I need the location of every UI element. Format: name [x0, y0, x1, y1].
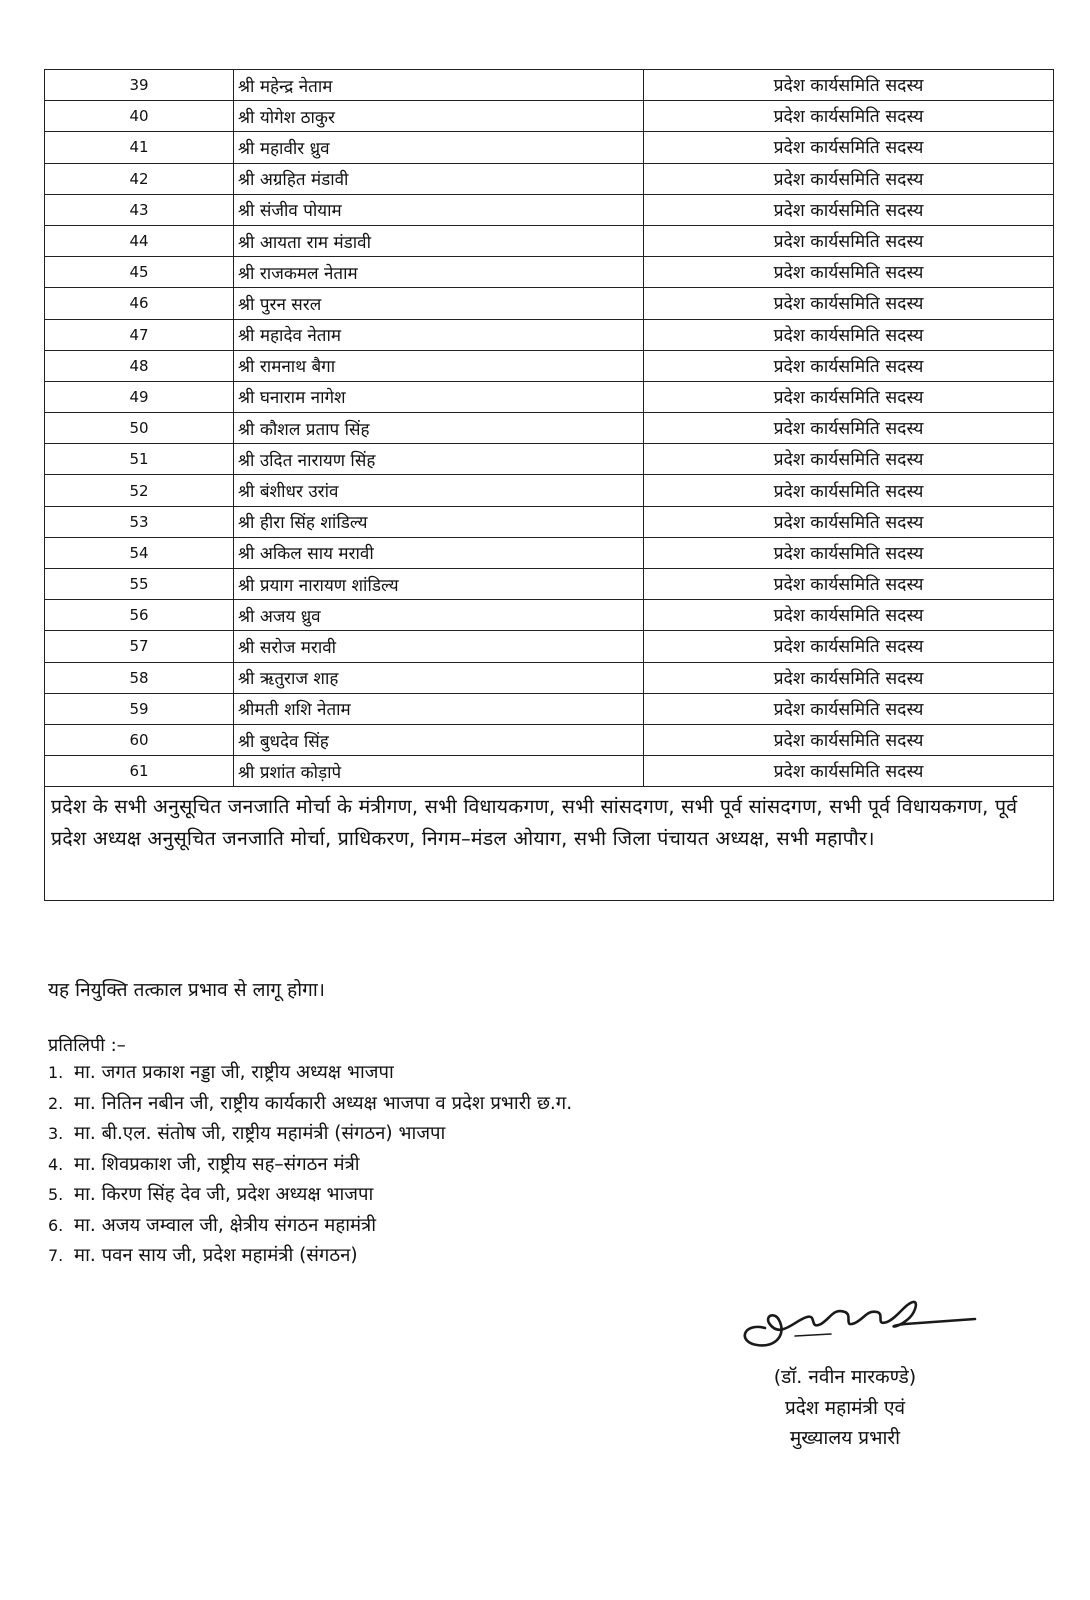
- member-name-cell: श्री हीरा सिंह शांडिल्य: [234, 506, 644, 537]
- member-name-cell: श्री संजीव पोयाम: [234, 194, 644, 225]
- list-item: [48, 1180, 572, 1211]
- member-name-cell: श्री घनाराम नागेश: [234, 381, 644, 412]
- table-row: [45, 350, 1054, 381]
- member-name-cell: श्री पुरन सरल: [234, 288, 644, 319]
- serial-number-cell: 51: [45, 444, 234, 475]
- table-row: [45, 756, 1054, 787]
- order-text: यह नियुक्ति तत्काल प्रभाव से लागू होगा।: [48, 979, 325, 1001]
- table-row: [45, 288, 1054, 319]
- list-item-text: मा. अजय जम्वाल जी, क्षेत्रीय संगठन महामंत्री: [74, 1214, 377, 1236]
- table-row: [45, 257, 1054, 288]
- list-item-number: 6.: [48, 1215, 64, 1235]
- list-item-text: मा. किरण सिंह देव जी, प्रदेश अध्यक्ष भाजपा: [74, 1184, 374, 1205]
- list-item: [48, 1089, 572, 1120]
- table-row: [45, 444, 1054, 475]
- member-name-cell: श्री रामनाथ बैगा: [234, 350, 644, 381]
- serial-number-cell: 57: [45, 631, 234, 662]
- serial-number-cell: 49: [45, 381, 234, 412]
- serial-number-cell: 55: [45, 569, 234, 600]
- signatory-title: प्रदेश महामंत्री एवं: [784, 1396, 906, 1419]
- member-role-cell: प्रदेश कार्यसमिति सदस्य: [644, 163, 1054, 194]
- list-item-text: मा. नितिन नबीन जी, राष्ट्रीय कार्यकारी अध्यक्ष भाजपा व प्रदेश प्रभारी छ.ग.: [74, 1092, 573, 1114]
- member-role-cell: प्रदेश कार्यसमिति सदस्य: [644, 537, 1054, 568]
- table-row: [45, 101, 1054, 132]
- member-role-cell: प्रदेश कार्यसमिति सदस्य: [644, 288, 1054, 319]
- serial-number-cell: 61: [45, 756, 234, 787]
- list-item-text: मा. बी.एल. संतोष जी, राष्ट्रीय महामंत्री (संगठन) भाजपा: [74, 1123, 446, 1144]
- serial-number-cell: 45: [45, 257, 234, 288]
- serial-number-cell: 41: [45, 132, 234, 163]
- members-table: [44, 69, 1054, 901]
- member-role-cell: प्रदेश कार्यसमिति सदस्य: [644, 381, 1054, 412]
- table-row: [45, 475, 1054, 506]
- list-item-number: 7.: [48, 1246, 64, 1265]
- list-item-number: 1.: [48, 1063, 64, 1082]
- list-item: [48, 1211, 572, 1242]
- table-row: [45, 132, 1054, 163]
- member-name-cell: श्री योगेश ठाकुर: [234, 101, 644, 132]
- table-row: [45, 413, 1054, 444]
- member-name-cell: श्री उदित नारायण सिंह: [234, 444, 644, 475]
- member-name-cell: श्री अग्रहित मंडावी: [234, 163, 644, 194]
- table-row: [45, 70, 1054, 101]
- list-item-text: मा. शिवप्रकाश जी, राष्ट्रीय सह–संगठन मंत्री: [74, 1153, 360, 1175]
- member-name-cell: श्री अकिल साय मरावी: [234, 537, 644, 568]
- member-name-cell: श्री आयता राम मंडावी: [234, 225, 644, 256]
- serial-number-cell: 53: [45, 506, 234, 537]
- member-name-cell: श्री महेन्द्र नेताम: [234, 70, 644, 101]
- member-role-cell: प्रदेश कार्यसमिति सदस्य: [644, 194, 1054, 225]
- member-role-cell: प्रदेश कार्यसमिति सदस्य: [644, 693, 1054, 724]
- member-role-cell: प्रदेश कार्यसमिति सदस्य: [644, 225, 1054, 256]
- serial-number-cell: 40: [45, 101, 234, 132]
- serial-number-cell: 54: [45, 537, 234, 568]
- serial-number-cell: 43: [45, 194, 234, 225]
- list-item: [48, 1241, 572, 1272]
- member-role-cell: प्रदेश कार्यसमिति सदस्य: [644, 569, 1054, 600]
- table-row: [45, 194, 1054, 225]
- list-item-number: 3.: [48, 1124, 64, 1143]
- serial-number-cell: 48: [45, 350, 234, 381]
- list-item: [48, 1150, 572, 1181]
- member-role-cell: प्रदेश कार्यसमिति सदस्य: [644, 350, 1054, 381]
- signature: [735, 1290, 985, 1360]
- member-role-cell: प्रदेश कार्यसमिति सदस्य: [644, 724, 1054, 755]
- serial-number-cell: 44: [45, 225, 234, 256]
- serial-number-cell: 46: [45, 288, 234, 319]
- member-name-cell: श्री अजय ध्रुव: [234, 600, 644, 631]
- member-role-cell: प्रदेश कार्यसमिति सदस्य: [644, 319, 1054, 350]
- member-name-cell: श्री राजकमल नेताम: [234, 257, 644, 288]
- member-role-cell: प्रदेश कार्यसमिति सदस्य: [644, 257, 1054, 288]
- member-name-cell: श्री प्रयाग नारायण शांडिल्य: [234, 569, 644, 600]
- serial-number-cell: 47: [45, 319, 234, 350]
- table-row: [45, 319, 1054, 350]
- serial-number-cell: 50: [45, 413, 234, 444]
- table-row: [45, 662, 1054, 693]
- member-name-cell: श्री बुधदेव सिंह: [234, 724, 644, 755]
- member-role-cell: प्रदेश कार्यसमिति सदस्य: [644, 475, 1054, 506]
- member-name-cell: श्री सरोज मरावी: [234, 631, 644, 662]
- table-row: [45, 600, 1054, 631]
- list-item-text: मा. जगत प्रकाश नड्डा जी, राष्ट्रीय अध्यक्ष भाजपा: [74, 1062, 394, 1083]
- table-row: [45, 569, 1054, 600]
- member-name-cell: श्री महावीर ध्रुव: [234, 132, 644, 163]
- table-row: [45, 225, 1054, 256]
- table-row: [45, 724, 1054, 755]
- note-cell: प्रदेश के सभी अनुसूचित जनजाति मोर्चा के मंत्रीगण, सभी विधायकगण, सभी सांसदगण, सभी पूर्व सांसदगण, सभी पूर्व विधायकगण, पूर्व प्रदेश अध्यक्ष अनुसूचित जनजाति मोर्चा, प्राधिकरण, निगम–मंडल ओयाग, सभी जिला पंचायत अध्यक्ष, सभी महापौर।: [45, 787, 1054, 901]
- table-row: [45, 381, 1054, 412]
- member-role-cell: प्रदेश कार्यसमिति सदस्य: [644, 506, 1054, 537]
- member-role-cell: प्रदेश कार्यसमिति सदस्य: [644, 70, 1054, 101]
- signatory-name: (डॉ. नवीन मारकण्डे): [773, 1366, 917, 1388]
- member-role-cell: प्रदेश कार्यसमिति सदस्य: [644, 413, 1054, 444]
- list-item-number: 2.: [48, 1093, 64, 1113]
- member-role-cell: प्रदेश कार्यसमिति सदस्य: [644, 600, 1054, 631]
- copy-to-list: [48, 1058, 572, 1272]
- member-name-cell: श्री बंशीधर उरांव: [234, 475, 644, 506]
- serial-number-cell: 52: [45, 475, 234, 506]
- list-item: [48, 1058, 572, 1089]
- list-item-text: मा. पवन साय जी, प्रदेश महामंत्री (संगठन): [74, 1245, 358, 1266]
- note-row: [45, 787, 1054, 901]
- member-role-cell: प्रदेश कार्यसमिति सदस्य: [644, 132, 1054, 163]
- serial-number-cell: 60: [45, 724, 234, 755]
- member-role-cell: प्रदेश कार्यसमिति सदस्य: [644, 631, 1054, 662]
- signatory-office: मुख्यालय प्रभारी: [789, 1427, 901, 1449]
- member-name-cell: श्री ऋतुराज शाह: [234, 662, 644, 693]
- member-name-cell: श्रीमती शशि नेताम: [234, 693, 644, 724]
- member-name-cell: श्री प्रशांत कोड़ापे: [234, 756, 644, 787]
- member-role-cell: प्रदेश कार्यसमिति सदस्य: [644, 662, 1054, 693]
- table-row: [45, 693, 1054, 724]
- table-row: [45, 506, 1054, 537]
- table-row: [45, 631, 1054, 662]
- signatory-block: [730, 1362, 960, 1454]
- member-name-cell: श्री महादेव नेताम: [234, 319, 644, 350]
- copy-to-label: प्रतिलिपी :–: [48, 1035, 126, 1056]
- members-table-body: [45, 70, 1054, 787]
- serial-number-cell: 39: [45, 70, 234, 101]
- serial-number-cell: 59: [45, 693, 234, 724]
- serial-number-cell: 58: [45, 662, 234, 693]
- member-name-cell: श्री कौशल प्रताप सिंह: [234, 413, 644, 444]
- member-role-cell: प्रदेश कार्यसमिति सदस्य: [644, 101, 1054, 132]
- member-role-cell: प्रदेश कार्यसमिति सदस्य: [644, 756, 1054, 787]
- list-item-number: 4.: [48, 1154, 64, 1174]
- serial-number-cell: 42: [45, 163, 234, 194]
- serial-number-cell: 56: [45, 600, 234, 631]
- list-item-number: 5.: [48, 1185, 64, 1204]
- table-row: [45, 163, 1054, 194]
- member-role-cell: प्रदेश कार्यसमिति सदस्य: [644, 444, 1054, 475]
- list-item: [48, 1119, 572, 1150]
- table-row: [45, 537, 1054, 568]
